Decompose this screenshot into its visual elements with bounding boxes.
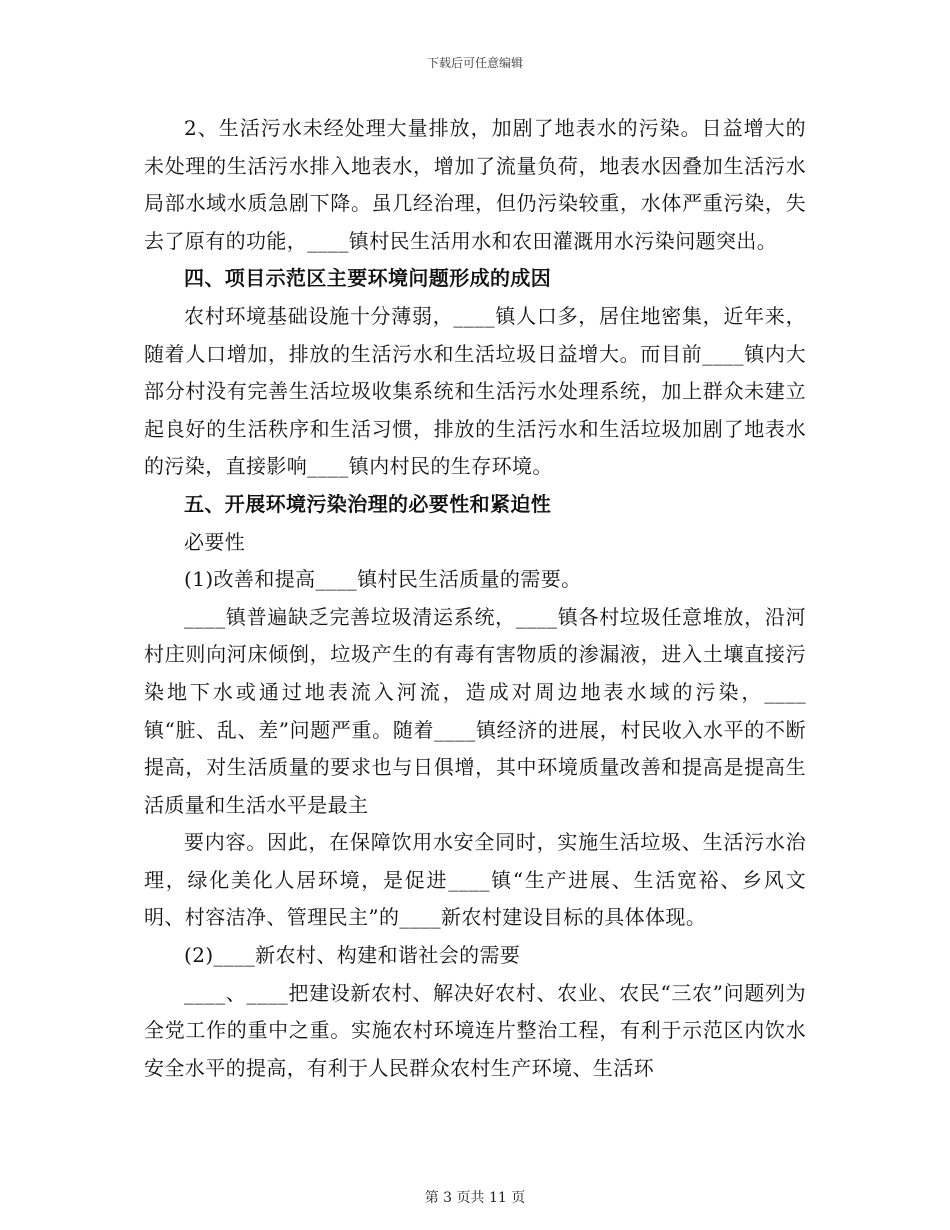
paragraph-causes: 农村环境基础设施十分薄弱，____镇人口多，居住地密集，近年来，随着人口增加，排放的生活污水和生活垃圾日益增大。而目前____镇内大部分村没有完善生活垃圾收集系统和生活污水处理系统，加上群众未建立起良好的生活秩序和生活习惯，排放的生活污水和生活垃圾加剧了地表水的污染，直接影响____镇内村民的生存环境。 <box>144 303 806 479</box>
section-heading-necessity-urgency: 五、开展环境污染治理的必要性和紧迫性 <box>184 491 552 516</box>
paragraph-garbage-system: ____镇普遍缺乏完善垃圾清运系统，____镇各村垃圾任意堆放，沿河村庄则向河床倾倒，垃圾产生的有毒有害物质的渗漏液，进入土壤直接污染地下水或通过地表流入河流，造成对周边地表水域的污染，____镇“脏、乱、差”问题严重。随着____镇经济的进展，村民收入水平的不断提高，对生活质量的要求也与日俱增，其中环境质量改善和提高是提高生活质量和生活水平是最主 <box>144 604 806 817</box>
paragraph-main-content: 要内容。因此，在保障饮用水安全同时，实施生活垃圾、生活污水治理，绿化美化人居环境，是促进____镇“生产进展、生活宽裕、乡风文明、村容洁净、管理民主”的____新农村建设目标的具体体现。 <box>144 830 806 930</box>
page-header: 下载后可任意编辑 <box>426 56 523 70</box>
section-heading-causes: 四、项目示范区主要环境问题形成的成因 <box>184 266 552 291</box>
subheading-necessity: 必要性 <box>184 529 246 554</box>
paragraph-rural-construction: ____、____把建设新农村、解决好农村、农业、农民“三农”问题列为全党工作的重中之重。实施农村环境连片整治工程，有利于示范区内饮水安全水平的提高，有利于人民群众农村生产环境、生活环 <box>144 980 806 1080</box>
paragraph-surface-water-pollution: 2、生活污水未经处理大量排放，加剧了地表水的污染。日益增大的未处理的生活污水排入地表水，增加了流量负荷，地表水因叠加生活污水局部水域水质急剧下降。虽几经治理，但仍污染较重，水体严重污染，失去了原有的功能，____镇村民生活用水和农田灌溉用水污染问题突出。 <box>144 116 806 253</box>
document-body <box>144 110 806 1087</box>
item-heading-2: (2)____新农村、构建和谐社会的需要 <box>184 943 521 968</box>
item-heading-1: (1)改善和提高____镇村民生活质量的需要。 <box>184 567 582 592</box>
page-footer: 第 3 页共 11 页 <box>424 1190 526 1206</box>
